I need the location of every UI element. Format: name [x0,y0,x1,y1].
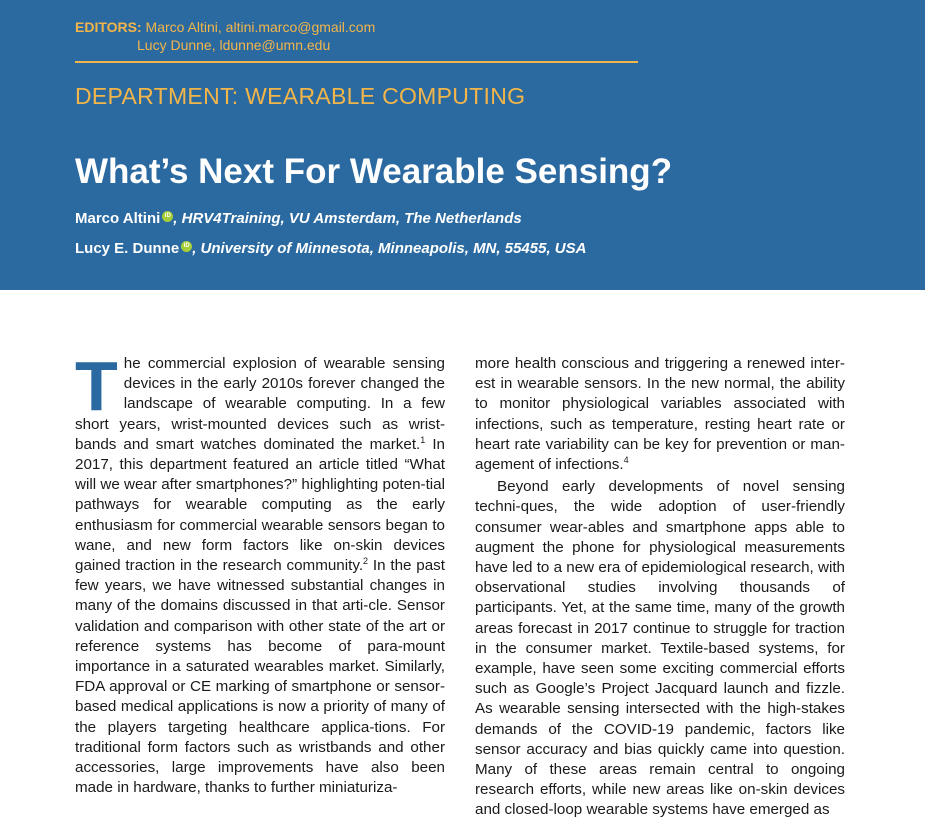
header-banner [0,0,925,290]
editors-block [75,18,375,54]
author-1-name: Marco Altini [75,210,161,227]
left-paragraph-1 [75,347,445,798]
editor-1: Marco Altini, altini.marco@gmail.com [145,19,376,35]
right-column [475,354,845,821]
author-2 [75,240,586,257]
drop-cap: T [75,347,118,425]
reference-1[interactable]: 1 [420,434,426,445]
orcid-icon[interactable]: iD [162,211,173,222]
left-text-b: In 2017, this department featured an article titled “What will we wear after smartphones?” highlighting poten-tial pathways for wearable computing as the early enthusiasm for commercial wearable sensors began to wane, and new form factors like on-skin devices gained traction in the research community. [75,435,445,575]
right-text-1: more health conscious and triggering a renewed inter-est in wearable sensors. In the new normal, the ability to monitor physiological variables associated with infections, such as temperature, resting heart rate or heart rate variability can be key for prevention or man-agement of infections. [475,355,845,474]
editors-label: EDITORS: [75,19,142,35]
right-paragraph-1 [475,354,845,475]
editor-2: Lucy Dunne, ldunne@umn.edu [137,37,331,53]
reference-4[interactable]: 4 [623,454,629,465]
author-1 [75,210,522,227]
orcid-icon[interactable]: iD [181,241,192,252]
author-2-affiliation: , University of Minnesota, Minneapolis, MN, 55455, USA [192,240,587,257]
divider-rule [75,61,638,63]
right-paragraph-2: Beyond early developments of novel sensing techni-ques, the wide adoption of user-friendly consumer wear-ables and smartphone apps able to augment the phone for physiological measurements have led to a new era of epidemiological research, with observational studies involving thousands of participants. Yet, at the same time, many of the growth areas forecast in 2017 continue to struggle for traction in the consumer market. Textile-based systems, for example, have seen some exciting commercial efforts such as Google’s Project Jacquard launch and fizzle. As wearable sensing intersected with the high-stakes demands of the COVID-19 pandemic, factors like sensor accuracy and bias quickly came into question. Many of these areas remain central to ongoing research efforts, while new areas like on-skin devices and closed-loop wearable systems have emerged as [475,478,845,819]
left-column [75,347,445,798]
department-label: DEPARTMENT: WEARABLE COMPUTING [75,83,526,109]
reference-2[interactable]: 2 [363,555,369,566]
author-1-affiliation: , HRV4Training, VU Amsterdam, The Netherlands [173,210,522,227]
article-title: What’s Next For Wearable Sensing? [75,152,673,191]
left-text-c: In the past few years, we have witnessed substantial changes in many of the domains discussed in that arti-cle. Sensor validation and comparison with other state of the art or reference systems has become of para-mount importance in a saturated wearables market. Similarly, FDA approval or CE marking of smartphone or sensor-based medical applications is now a priority of many of the players targeting healthcare applica-tions. For traditional form factors such as wristbands and other accessories, large improvements have also been made in hardware, thanks to further miniaturiza- [75,557,445,797]
author-2-name: Lucy E. Dunne [75,240,180,257]
left-text-a: he commercial explosion of wearable sensing devices in the early 2010s forever changed the landscape of wearable computing. In a few short years, wrist-mounted devices such as wrist-bands and smart watches dominated the market. [75,355,445,453]
